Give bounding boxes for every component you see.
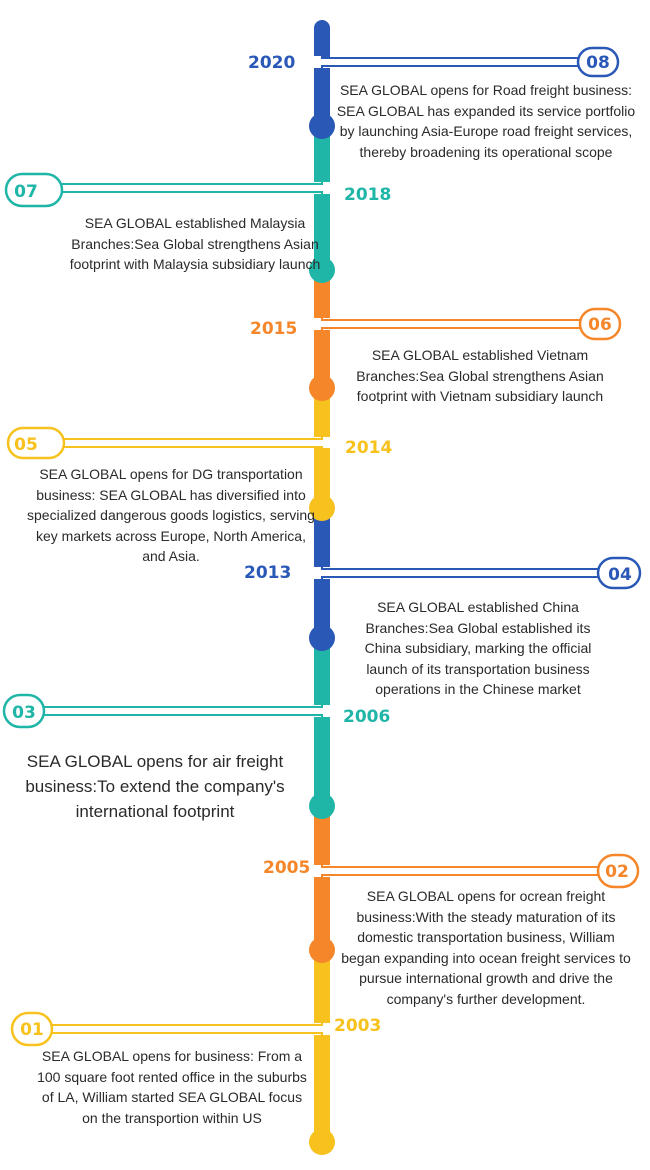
year-2013: 2013 (244, 563, 292, 583)
badge-05 (8, 428, 64, 458)
node-08 (309, 113, 335, 139)
badge-number-07: 07 (14, 182, 38, 202)
badge-08 (578, 48, 618, 76)
connector-04 (322, 561, 598, 585)
badge-number-01: 01 (20, 1020, 44, 1040)
badge-01 (12, 1013, 52, 1045)
year-2018: 2018 (344, 185, 392, 205)
milestone-text-07: SEA GLOBAL established Malaysia Branches:Sea Global strengthens Asian footprint with Malaysia subsidiary launch (69, 215, 321, 273)
node-01 (309, 1129, 335, 1155)
spine-segment-01 (314, 951, 330, 1153)
milestone-text-08: SEA GLOBAL opens for Road freight business: SEA GLOBAL has expanded its service portfolio by launching Asia-Europe road freight services, thereby broadening its operational scope (336, 82, 636, 160)
badge-number-05: 05 (14, 435, 38, 455)
year-2020: 2020 (248, 53, 296, 73)
badge-06 (580, 309, 620, 339)
milestone-text-04: SEA GLOBAL established China Branches:Sea Global established its China subsidiary, marking the official launch of its transportation business operations in the Chinese market (364, 599, 592, 698)
node-03 (309, 793, 335, 819)
year-2003: 2003 (334, 1016, 382, 1036)
connector-03 (40, 699, 322, 723)
connector-06 (322, 312, 580, 336)
node-02 (309, 937, 335, 963)
year-2005: 2005 (263, 858, 311, 878)
milestone-text-05: SEA GLOBAL opens for DG transportation business: SEA GLOBAL has diversified into specialized dangerous goods logistics, serving key markets across Europe, North America, and Asia. (27, 466, 315, 565)
connector-02 (322, 859, 598, 883)
connector-05 (64, 431, 322, 455)
badge-03 (4, 695, 44, 727)
badge-number-03: 03 (12, 703, 36, 723)
connector-07 (62, 176, 322, 200)
badge-number-06: 06 (588, 315, 612, 335)
node-04 (309, 625, 335, 651)
milestone-text-06: SEA GLOBAL established Vietnam Branches:Sea Global strengthens Asian footprint with Vietnam subsidiary launch (356, 347, 604, 405)
milestone-text-01: SEA GLOBAL opens for business: From a 100 square foot rented office in the suburbs of LA, William started SEA GLOBAL focus on the transportion within US (37, 1048, 307, 1126)
badge-02 (598, 855, 638, 887)
connector-08 (322, 50, 578, 74)
milestone-text-03: SEA GLOBAL opens for air freight business:To extend the company's international footprint (25, 752, 285, 821)
year-2006: 2006 (343, 707, 391, 727)
node-06 (309, 375, 335, 401)
badge-04 (598, 558, 640, 588)
badge-07 (6, 174, 62, 206)
badge-number-08: 08 (586, 53, 610, 73)
milestone-text-02: SEA GLOBAL opens for ocrean freight business:With the steady maturation of its domestic transportation business, William began expanding into ocean freight services to pursue international growth and drive the company's further development. (341, 888, 631, 1007)
badge-number-02: 02 (605, 862, 629, 882)
connector-01 (48, 1017, 322, 1041)
year-2015: 2015 (250, 319, 298, 339)
year-2014: 2014 (345, 438, 393, 458)
badge-number-04: 04 (608, 565, 632, 585)
